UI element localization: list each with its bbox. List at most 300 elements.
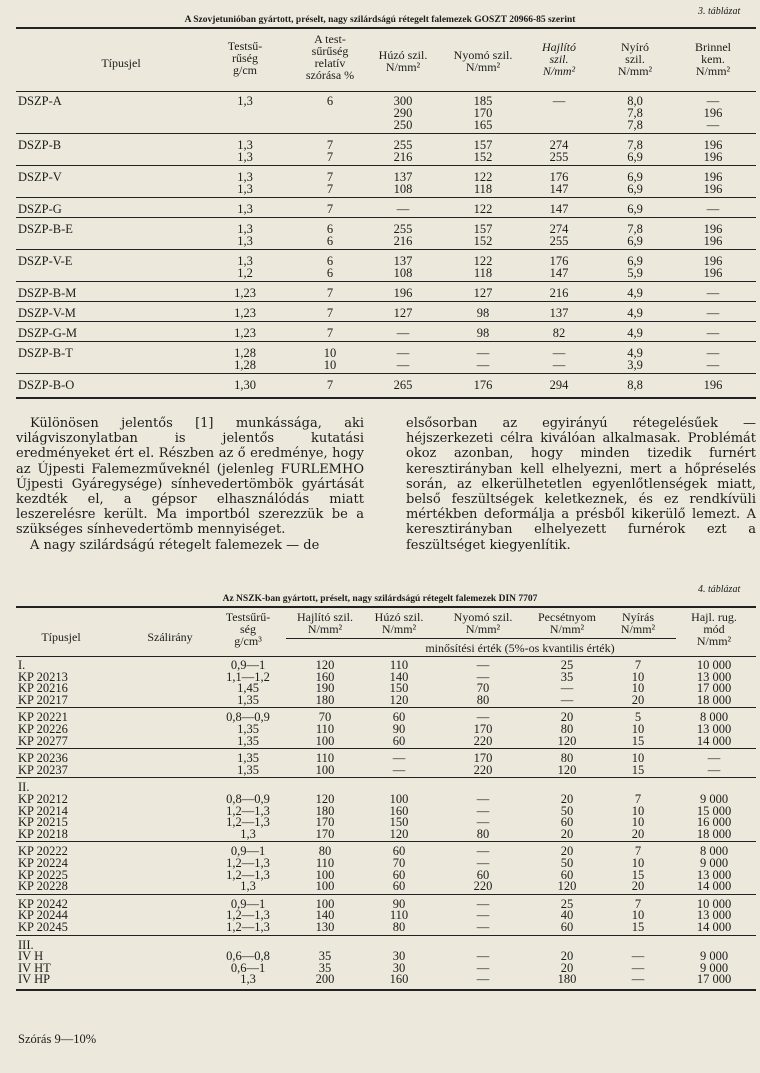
paragraph: A nagy szilárdságú rétegelt falemezek — de <box>30 537 320 553</box>
table3-cell-shear: 5,9 <box>627 266 643 280</box>
table3-cell-bending: — <box>552 358 566 372</box>
table3-cell-shear: 6,9 <box>627 234 643 248</box>
table4-header-bearing: Pecsétnyom N/mm² <box>538 610 596 636</box>
table4-cell-compress: 80 <box>476 826 490 841</box>
table3-header-type: Típusjel <box>101 56 141 70</box>
table4-cell-tensile: 60 <box>392 844 406 859</box>
table3-cell-bending: 176 <box>549 170 569 184</box>
table4-cell-shear: 7 <box>634 896 642 911</box>
table4-row-type: KP 20213 <box>18 669 68 684</box>
table4-cell-compress: — <box>476 856 490 870</box>
table3-cell-compress: 127 <box>473 286 493 300</box>
table4-header-modulus: Hajl. rug. mód N/mm² <box>691 610 737 648</box>
table3-row-type: DSZP-A <box>18 94 62 108</box>
table3-cell-brinell: 196 <box>703 138 723 152</box>
table3-cell-bending: 147 <box>549 202 569 216</box>
table4-cell-bearing: 80 <box>560 722 574 736</box>
table4-cell-modulus: — <box>707 762 721 777</box>
table4-row-type: KP 20236 <box>18 751 68 766</box>
table4-cell-density: 0,8—0,9 <box>226 710 270 725</box>
table4-row-type: KP 20212 <box>18 792 68 806</box>
table4-row-type: KP 20228 <box>18 879 68 894</box>
table4-row-type: KP 20277 <box>18 733 68 748</box>
table4-cell-bearing: 35 <box>560 669 574 684</box>
table3-cell-scatter: 7 <box>326 182 334 196</box>
table4-cell-density: 0,9—1 <box>230 658 266 672</box>
table3-cell-shear: 8,8 <box>627 378 643 392</box>
table3-cell-compress: 122 <box>473 170 493 184</box>
table4-cell-density: 1,3 <box>240 879 256 894</box>
paragraph: Különösen jelentős [1] munkássága, aki világviszonylatban is jelentős kutatási eredményeket ért el. Részben az ő eredménye, hogy az Újpesti Falemezműveknél (jelenleg FURLEMHO Újpesti Gyáregysége) sínhevedertömbök gyártását kezdték el, a gépsor elhasználódás miatt leszerelésre került. Ma importból szerezzük be a szükséges sínhevedertömb mennyiséget. <box>16 416 364 538</box>
table3-cell-compress: 122 <box>473 254 493 268</box>
table3-header-compress: Nyomó szil. N/mm² <box>453 48 513 74</box>
table4-cell-compress: 220 <box>473 879 493 894</box>
table4-bottom-rule <box>16 989 756 991</box>
table3-cell-shear: 8,0 <box>627 94 643 108</box>
table4-cell-shear: 10 <box>631 856 645 870</box>
table4-cell-density: 1,3 <box>240 826 256 841</box>
table3-bottom-rule <box>16 397 756 399</box>
table3-cell-tensile: 290 <box>393 106 413 120</box>
table4-cell-compress: — <box>476 844 490 859</box>
table3-cell-density: 1,23 <box>234 306 256 320</box>
table4-cell-density: 1,2—1,3 <box>226 803 270 818</box>
table4-cell-modulus: 14 000 <box>696 733 732 748</box>
table4-cell-tensile: — <box>392 762 406 777</box>
table4-cell-density: 0,6—1 <box>230 960 266 975</box>
row-separator <box>16 341 756 342</box>
table4-cell-density: 1,1—1,2 <box>226 669 270 684</box>
table3-cell-brinell: — <box>706 306 720 320</box>
table4-cell-tensile: 30 <box>392 960 406 975</box>
table4-top-rule <box>16 606 756 608</box>
table3-cell-density: 1,3 <box>237 254 253 268</box>
table4-cell-modulus: 14 000 <box>696 920 732 934</box>
table3-cell-compress: 157 <box>473 222 493 236</box>
table4-cell-compress: — <box>476 920 490 934</box>
table4-cell-compress: — <box>476 669 490 684</box>
table4-row-type: KP 20226 <box>18 722 68 736</box>
table3-cell-tensile: 137 <box>393 254 413 268</box>
table4-cell-bearing: 25 <box>560 658 574 672</box>
table4-cell-tensile: 140 <box>389 669 409 684</box>
table3-cell-shear: 4,9 <box>627 286 643 300</box>
table4-cell-modulus: 13 000 <box>696 867 732 882</box>
table3-cell-shear: 6,9 <box>627 182 643 196</box>
table4-header-shear: Nyírás N/mm² <box>620 610 656 636</box>
table4-cell-bearing: 40 <box>560 908 574 923</box>
table3-cell-density: 1,28 <box>234 346 256 360</box>
table4-cell-density: 1,35 <box>237 722 259 736</box>
table4-cell-density: 0,6—0,8 <box>226 949 270 964</box>
paragraph: elsősorban az egyirányú rétegelésűek — héjszerkezeti célra kiválóan alkalmasak. Problémát okoz azonban, hogy minden tizedik furnért keresztirányban kell elhelyezni, mert a hőpréselés során, az elkerülhetetlen egyenlőtlenségek miatt, belső feszültségek keletkeznek, és ez rendkívüli mértékben deformálja a présből kikerülő lemezt. A keresztirányban elhelyezett furnérok ezt a feszültséget kiegyenlítik. <box>406 416 756 553</box>
table4-cell-modulus: — <box>707 751 721 766</box>
table3-cell-shear: 4,9 <box>627 326 643 340</box>
table4-header-tensile: Húzó szil. N/mm² <box>374 610 424 636</box>
table4-cell-bearing: 60 <box>560 920 574 934</box>
table4-header-grain: Szálirány <box>147 630 193 644</box>
table3-cell-bending: — <box>552 94 566 108</box>
table3-cell-shear: 4,9 <box>627 346 643 360</box>
table3-row-type: DSZP-B-O <box>18 378 75 392</box>
table3-cell-bending: 147 <box>549 182 569 196</box>
table4-cell-bending: 180 <box>315 803 335 818</box>
table4-cell-tensile: 90 <box>392 896 406 911</box>
table3-row-type: DSZP-V-E <box>18 254 73 268</box>
table3-row-type: DSZP-B-T <box>18 346 73 360</box>
table3-number: 3. táblázat <box>698 6 741 17</box>
table4-cell-compress: 80 <box>476 692 490 707</box>
table4-header-rule <box>16 656 756 657</box>
table3-cell-brinell: — <box>706 346 720 360</box>
table3-cell-brinell: 196 <box>703 234 723 248</box>
table4-cell-shear: 10 <box>631 669 645 684</box>
table3-cell-scatter: 7 <box>326 378 334 392</box>
table3-cell-scatter: 6 <box>326 94 334 108</box>
table4-cell-bending: 110 <box>315 722 335 736</box>
table4-cell-bending: 35 <box>318 960 332 975</box>
table3-cell-shear: 7,8 <box>627 118 643 132</box>
table4-cell-shear: 10 <box>631 815 645 830</box>
table3-cell-compress: 157 <box>473 138 493 152</box>
table4-cell-modulus: 14 000 <box>696 879 732 894</box>
table4-cell-tensile: 60 <box>392 733 406 748</box>
table4-cell-compress: 220 <box>473 733 493 748</box>
table3-cell-density: 1,2 <box>237 266 253 280</box>
table4-cell-compress: 170 <box>473 722 493 736</box>
table4-header-density: Testsűrű- ség g/cm³ <box>225 610 271 648</box>
table4-cell-bending: 170 <box>315 815 335 830</box>
table3-cell-scatter: 6 <box>326 254 334 268</box>
table3-cell-brinell: 196 <box>703 254 723 268</box>
table4-cell-density: 0,8—0,9 <box>226 792 270 806</box>
table3-cell-brinell: 196 <box>703 150 723 164</box>
table4-row-type: I. <box>18 658 26 672</box>
table3-cell-bending: 255 <box>549 150 569 164</box>
table3-cell-scatter: 6 <box>326 234 334 248</box>
table4-cell-bearing: 180 <box>557 972 577 987</box>
table3-cell-tensile: 108 <box>393 182 413 196</box>
table3-cell-shear: 7,8 <box>627 106 643 120</box>
table3-cell-scatter: 10 <box>323 358 337 372</box>
table4-cell-modulus: 9 000 <box>699 960 729 975</box>
table4-cell-tensile: 30 <box>392 949 406 964</box>
table4-cell-compress: — <box>476 710 490 725</box>
table3-cell-brinell: 196 <box>703 170 723 184</box>
table4-cell-bearing: — <box>560 692 574 707</box>
table3-top-rule <box>16 27 756 29</box>
table4-row-type: KP 20242 <box>18 896 68 911</box>
table4-cell-modulus: 8 000 <box>699 844 729 859</box>
table4-cell-shear: — <box>631 960 645 975</box>
table3-cell-density: 1,30 <box>234 378 256 392</box>
table4-cell-bending: 100 <box>315 896 335 911</box>
table4-cell-density: 1,3 <box>240 972 256 987</box>
table4-cell-tensile: — <box>392 751 406 766</box>
table4-cell-shear: 20 <box>631 692 645 707</box>
table4-cell-tensile: 150 <box>389 815 409 830</box>
table4-cell-modulus: 10 000 <box>696 896 732 911</box>
table4-cell-modulus: 10 000 <box>696 658 732 672</box>
table3-cell-density: 1,3 <box>237 234 253 248</box>
table3-cell-bending: 82 <box>552 326 566 340</box>
table4-cell-tensile: 110 <box>389 658 409 672</box>
row-separator <box>16 707 756 708</box>
table4-cell-tensile: 60 <box>392 879 406 894</box>
table4-row-type: IV H <box>18 949 44 964</box>
table4-cell-bending: 180 <box>315 692 335 707</box>
table4-cell-tensile: 80 <box>392 920 406 934</box>
table3-cell-tensile: 216 <box>393 150 413 164</box>
table4-cell-tensile: 150 <box>389 681 409 696</box>
table3-cell-compress: 118 <box>473 182 493 196</box>
table3-header-density: Testsű- rűség g/cm <box>227 39 263 77</box>
table4-cell-bearing: 20 <box>560 792 574 806</box>
table4-cell-bending: 70 <box>318 710 332 725</box>
table4-footnote: Szórás 9—10% <box>18 1032 97 1046</box>
body-text-right <box>406 416 756 553</box>
table3-cell-bending: — <box>552 346 566 360</box>
table3-cell-compress: 118 <box>473 266 493 280</box>
table4-row-type: II. <box>18 780 30 795</box>
table3-header-scatter: A test- sűrűség relatív szórása % <box>305 32 355 82</box>
table3-cell-tensile: 127 <box>393 306 413 320</box>
table4-cell-density: 1,2—1,3 <box>226 867 270 882</box>
table4-cell-shear: 5 <box>634 710 642 725</box>
row-separator <box>16 373 756 374</box>
table3-cell-bending: 176 <box>549 254 569 268</box>
table3-cell-bending: 294 <box>549 378 569 392</box>
table4-row-type: KP 20217 <box>18 692 68 707</box>
table3-cell-tensile: 265 <box>393 378 413 392</box>
table3-cell-compress: 152 <box>473 234 493 248</box>
table3-cell-shear: 6,9 <box>627 254 643 268</box>
table4-row-type: III. <box>18 937 34 952</box>
table4-cell-bearing: 60 <box>560 867 574 882</box>
table4-cell-bending: 100 <box>315 867 335 882</box>
table4-cell-modulus: 18 000 <box>696 692 732 707</box>
table3-cell-scatter: 7 <box>326 170 334 184</box>
table4-cell-shear: 20 <box>631 879 645 894</box>
table4-cell-shear: 7 <box>634 658 642 672</box>
table4-row-type: KP 20216 <box>18 681 68 696</box>
table3-cell-shear: 3,9 <box>627 358 643 372</box>
table3-cell-compress: 185 <box>473 94 493 108</box>
table3-cell-scatter: 7 <box>326 150 334 164</box>
table4-cell-bearing: 20 <box>560 949 574 964</box>
table4-cell-compress: — <box>476 803 490 818</box>
table3-cell-compress: 98 <box>476 306 490 320</box>
table3-cell-bending: 274 <box>549 222 569 236</box>
table4-cell-modulus: 17 000 <box>696 681 732 696</box>
table3-row-type: DSZP-G <box>18 202 62 216</box>
table4-cell-compress: — <box>476 908 490 923</box>
table3-row-type: DSZP-G-M <box>18 326 78 340</box>
table4-cell-modulus: 13 000 <box>696 908 732 923</box>
table4-cell-modulus: 16 000 <box>696 815 732 830</box>
table4-cell-bearing: 120 <box>557 879 577 894</box>
table4-cell-bearing: 50 <box>560 803 574 818</box>
table3-cell-brinell: 196 <box>703 266 723 280</box>
table4-cell-density: 1,35 <box>237 733 259 748</box>
table3-cell-brinell: — <box>706 326 720 340</box>
table4-cell-tensile: 120 <box>389 692 409 707</box>
table4-cell-bearing: 20 <box>560 710 574 725</box>
table4-cell-modulus: 9 000 <box>699 949 729 964</box>
table4-cell-compress: — <box>476 972 490 987</box>
table4-cell-bearing: 120 <box>557 733 577 748</box>
table4-cell-modulus: 18 000 <box>696 826 732 841</box>
table3-row-type: DSZP-V <box>18 170 62 184</box>
table4-cell-modulus: 15 000 <box>696 803 732 818</box>
table3-cell-scatter: 6 <box>326 222 334 236</box>
table4-cell-compress: — <box>476 949 490 964</box>
table4-header-bending: Hajlító szil. N/mm² <box>297 610 353 636</box>
row-separator <box>16 249 756 250</box>
table4-cell-compress: 220 <box>473 762 493 777</box>
table4-cell-density: 1,2—1,3 <box>226 920 270 934</box>
table4-cell-bending: 140 <box>315 908 335 923</box>
table3-cell-bending: 255 <box>549 234 569 248</box>
table3-cell-scatter: 7 <box>326 326 334 340</box>
table4-cell-bearing: 60 <box>560 815 574 830</box>
table3-cell-bending: 137 <box>549 306 569 320</box>
table3-cell-compress: 122 <box>473 202 493 216</box>
table4-row-type: KP 20244 <box>18 908 68 923</box>
table3-cell-compress: 152 <box>473 150 493 164</box>
table4-cell-shear: 7 <box>634 844 642 859</box>
row-separator <box>16 133 756 134</box>
table3-cell-tensile: 196 <box>393 286 413 300</box>
table4-cell-bending: 100 <box>315 762 335 777</box>
table3-caption: A Szovjetunióban gyártott, préselt, nagy szilárdságú rétegelt falemezek GOSZT 20966-85 szerint <box>184 15 576 25</box>
table4-cell-density: 1,35 <box>237 762 259 777</box>
table4-subheader: minősítési érték (5%-os kvantilis érték) <box>425 641 615 655</box>
table3-cell-brinell: — <box>706 94 720 108</box>
table4-cell-bending: 110 <box>315 751 335 766</box>
table4-header-compress: Nyomó szil. N/mm² <box>453 610 513 636</box>
table3-cell-density: 1,3 <box>237 222 253 236</box>
table3-cell-shear: 6,9 <box>627 150 643 164</box>
table4-cell-shear: 7 <box>634 792 642 806</box>
table4-cell-shear: 10 <box>631 908 645 923</box>
table3-cell-compress: 176 <box>473 378 493 392</box>
table4-cell-tensile: 160 <box>389 803 409 818</box>
table4-row-type: KP 20224 <box>18 856 68 870</box>
table4-cell-bearing: 50 <box>560 856 574 870</box>
table3-cell-scatter: 7 <box>326 138 334 152</box>
table4-number: 4. táblázat <box>698 584 741 595</box>
row-separator <box>16 935 756 936</box>
table3-cell-brinell: 196 <box>703 182 723 196</box>
table3-cell-bending: 274 <box>549 138 569 152</box>
table4-cell-density: 1,35 <box>237 751 259 766</box>
table3-cell-tensile: 255 <box>393 222 413 236</box>
table3-cell-tensile: 137 <box>393 170 413 184</box>
table4-cell-shear: 15 <box>631 733 645 748</box>
table4-cell-compress: 60 <box>476 867 490 882</box>
table4-cell-density: 1,2—1,3 <box>226 908 270 923</box>
table4-cell-bearing: 20 <box>560 960 574 975</box>
table4-cell-modulus: 9 000 <box>699 856 729 870</box>
table4-cell-density: 1,45 <box>237 681 259 696</box>
table3-cell-scatter: 7 <box>326 286 334 300</box>
table4-cell-bending: 170 <box>315 826 335 841</box>
table3-cell-shear: 7,8 <box>627 138 643 152</box>
table4-row-type: IV HP <box>18 972 51 987</box>
table3-header-brinell: Brinnel kem. N/mm² <box>695 40 731 78</box>
table4-cell-bearing: 80 <box>560 751 574 766</box>
table4-row-type: KP 20221 <box>18 710 68 725</box>
table3-cell-density: 1,3 <box>237 182 253 196</box>
table4-cell-shear: 15 <box>631 867 645 882</box>
table3-cell-brinell: — <box>706 202 720 216</box>
table3-cell-tensile: — <box>396 358 410 372</box>
table4-cell-bending: 80 <box>318 844 332 859</box>
table4-cell-bending: 35 <box>318 949 332 964</box>
table3-cell-density: 1,3 <box>237 94 253 108</box>
table3-cell-brinell: 196 <box>703 378 723 392</box>
table3-cell-density: 1,3 <box>237 170 253 184</box>
table4-row-type: KP 20225 <box>18 867 68 882</box>
table3-cell-brinell: — <box>706 358 720 372</box>
table3-row-type: DSZP-B-M <box>18 286 77 300</box>
table4-cell-tensile: 60 <box>392 867 406 882</box>
table3-cell-density: 1,3 <box>237 138 253 152</box>
table3-cell-shear: 6,9 <box>627 202 643 216</box>
table4-cell-tensile: 120 <box>389 826 409 841</box>
table3-header-rule <box>16 91 756 92</box>
table4-cell-density: 1,2—1,3 <box>226 856 270 870</box>
table3-cell-tensile: — <box>396 202 410 216</box>
row-separator <box>16 197 756 198</box>
table3-cell-shear: 7,8 <box>627 222 643 236</box>
table3-cell-compress: 98 <box>476 326 490 340</box>
table3-cell-tensile: 255 <box>393 138 413 152</box>
row-separator <box>16 281 756 282</box>
table4-cell-shear: 10 <box>631 751 645 766</box>
table4-cell-bearing: — <box>560 681 574 696</box>
row-separator <box>16 748 756 749</box>
table3-header-tensile: Húzó szil. N/mm² <box>378 48 428 74</box>
table3-cell-scatter: 6 <box>326 266 334 280</box>
table4-cell-shear: — <box>631 949 645 964</box>
table4-cell-shear: 15 <box>631 920 645 934</box>
table4-cell-shear: 10 <box>631 803 645 818</box>
table4-cell-shear: 10 <box>631 722 645 736</box>
table4-cell-compress: — <box>476 815 490 830</box>
table4-header-type: Típusjel <box>41 630 81 644</box>
table3-cell-density: 1,3 <box>237 150 253 164</box>
table3-row-type: DSZP-B-E <box>18 222 73 236</box>
row-separator <box>16 894 756 895</box>
table4-caption: Az NSZK-ban gyártott, préselt, nagy szilárdságú rétegelt falemezek DIN 7707 <box>222 594 538 604</box>
table4-cell-modulus: 13 000 <box>696 722 732 736</box>
table3-cell-density: 1,23 <box>234 286 256 300</box>
table4-cell-shear: 10 <box>631 681 645 696</box>
table4-subheader-rule <box>286 638 676 639</box>
table4-cell-compress: 170 <box>473 751 493 766</box>
table3-cell-bending: 216 <box>549 286 569 300</box>
table3-cell-brinell: 196 <box>703 222 723 236</box>
row-separator <box>16 217 756 218</box>
table3-cell-tensile: 250 <box>393 118 413 132</box>
row-separator <box>16 165 756 166</box>
table4-cell-modulus: 9 000 <box>699 792 729 806</box>
table4-cell-tensile: 60 <box>392 710 406 725</box>
table4-cell-bending: 100 <box>315 879 335 894</box>
table4-cell-bearing: 20 <box>560 844 574 859</box>
